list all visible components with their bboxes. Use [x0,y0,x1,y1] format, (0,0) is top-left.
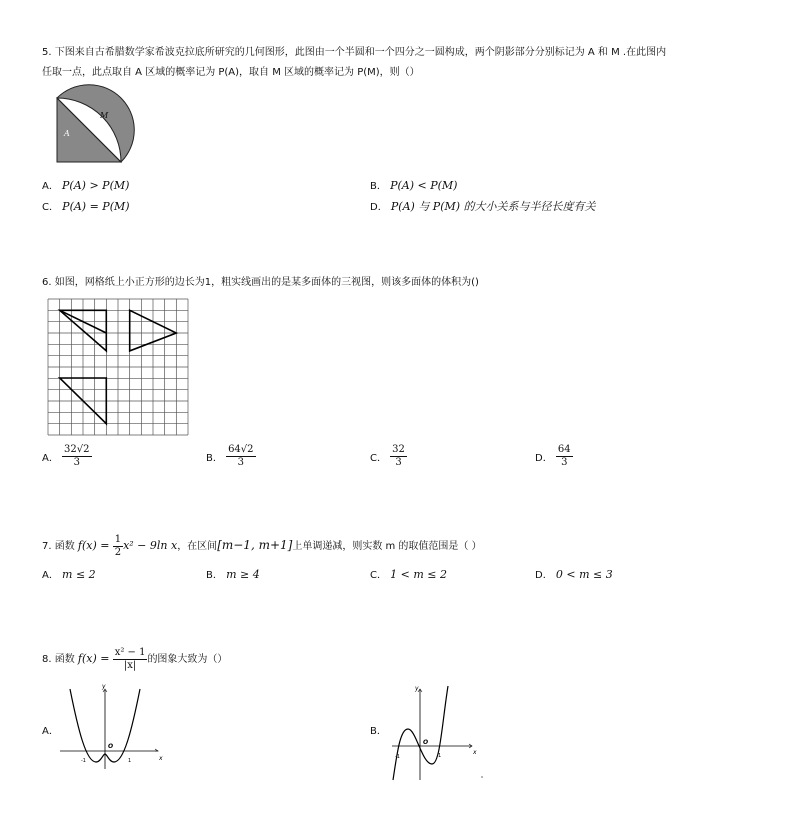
q7-rest: x² − 9ln x [123,539,178,552]
q7-text [42,532,482,560]
option-text: P(A) 与 P(M) 的大小关系与半径长度有关 [390,200,596,213]
q8-suffix: 的图象大致为（） [147,654,228,665]
q6-grid-figure [48,299,188,435]
option-letter: B． [370,181,387,192]
q7-option-b[interactable] [206,566,260,581]
tick-neg-1: -1 [395,754,400,760]
q8-fraction: $\frac{\text{x² − 1}}{|x|}$ [114,646,146,671]
axis-y-label: y [102,683,106,690]
q5-option-b[interactable] [370,177,457,192]
q7-fraction: $\frac{1}{2}$ [114,533,122,558]
option-text: m ≤ 2 [62,568,96,581]
option-text: m ≥ 4 [226,568,260,581]
option-text: P(A) = P(M) [62,200,130,213]
tick-pos-1: 1 [128,758,132,764]
tick-neg-1: -1 [81,758,86,764]
option-fraction: $\frac{32√2}{3}$ [64,444,90,468]
q6-option-a[interactable] [42,444,92,469]
option-letter: C． [370,570,387,581]
option-text: P(A) < P(M) [390,179,458,192]
q7-option-c[interactable] [370,566,447,581]
q8-graph-a [60,684,170,774]
axis-y-label: y [415,685,419,692]
q6-option-d[interactable] [535,444,573,469]
option-letter: B． [206,570,223,581]
q5-figure [50,92,132,166]
q8-curve-b [393,686,448,780]
q7-interval: [m−1, m+1] [217,538,293,552]
axis-x-label: x [473,749,477,756]
option-letter: D． [535,453,553,464]
q8-option-b[interactable]: B． [370,726,387,737]
option-text: P(A) > P(M) [62,179,130,192]
q7-suffix: 上单调递减，则实数 m 的取值范围是（ ） [292,541,482,552]
option-fraction: $\frac{32}{3}$ [392,444,405,468]
q8-text [42,644,227,675]
option-letter: A． [42,570,59,581]
q5-option-a[interactable] [42,177,129,192]
origin-label: O [423,739,429,746]
q5-text-line1: 5. 下图来自古希腊数学家希波克拉底所研究的几何图形，此图由一个半圆和一个四分之一圆构成，两个阴影部分分别标记为 A 和 M .在此图内 [42,47,667,58]
axis-x-label: x [159,755,163,762]
q5-text-line2: 任取一点，此点取自 A 区域的概率记为 P(A)，取自 M 区域的概率记为 P(M)，则（） [42,67,420,78]
q5-option-d[interactable] [370,198,596,214]
option-letter: D． [535,570,553,581]
q8-prefix: 8. 函数 [42,654,75,665]
option-fraction: $\frac{64√2}{3}$ [228,444,254,468]
q7-func: f(x) = [77,539,110,552]
q5-option-c[interactable] [42,198,130,213]
option-letter: A． [42,181,59,192]
q8-option-a[interactable]: A． [42,726,59,737]
option-fraction: $\frac{64}{3}$ [557,444,571,468]
origin-label: O [108,743,114,750]
option-text: 1 < m ≤ 2 [390,568,448,581]
q6-option-b[interactable] [206,444,256,469]
option-letter: D． [370,202,388,213]
q8-graph-b [388,684,488,784]
option-letter: C． [42,202,59,213]
q6-text-line1: 6. 如图，网格纸上小正方形的边长为1，粗实线画出的是某多面体的三视图，则该多面体的体积为() [42,277,479,288]
q7-option-d[interactable] [535,566,613,581]
q6-option-c[interactable] [370,444,407,469]
q7-mid: ，在区间 [177,541,218,552]
tick-pos-1: 1 [438,753,442,759]
q5-label-m: M [100,111,109,120]
option-text: 0 < m ≤ 3 [555,568,613,581]
option-letter: A． [42,453,59,464]
q5-label-a: A [64,129,70,138]
option-letter: C． [370,453,387,464]
q8-func: f(x) = [77,652,110,665]
q7-option-a[interactable] [42,566,96,581]
option-letter: B． [206,453,223,464]
q7-prefix: 7. 函数 [42,541,75,552]
